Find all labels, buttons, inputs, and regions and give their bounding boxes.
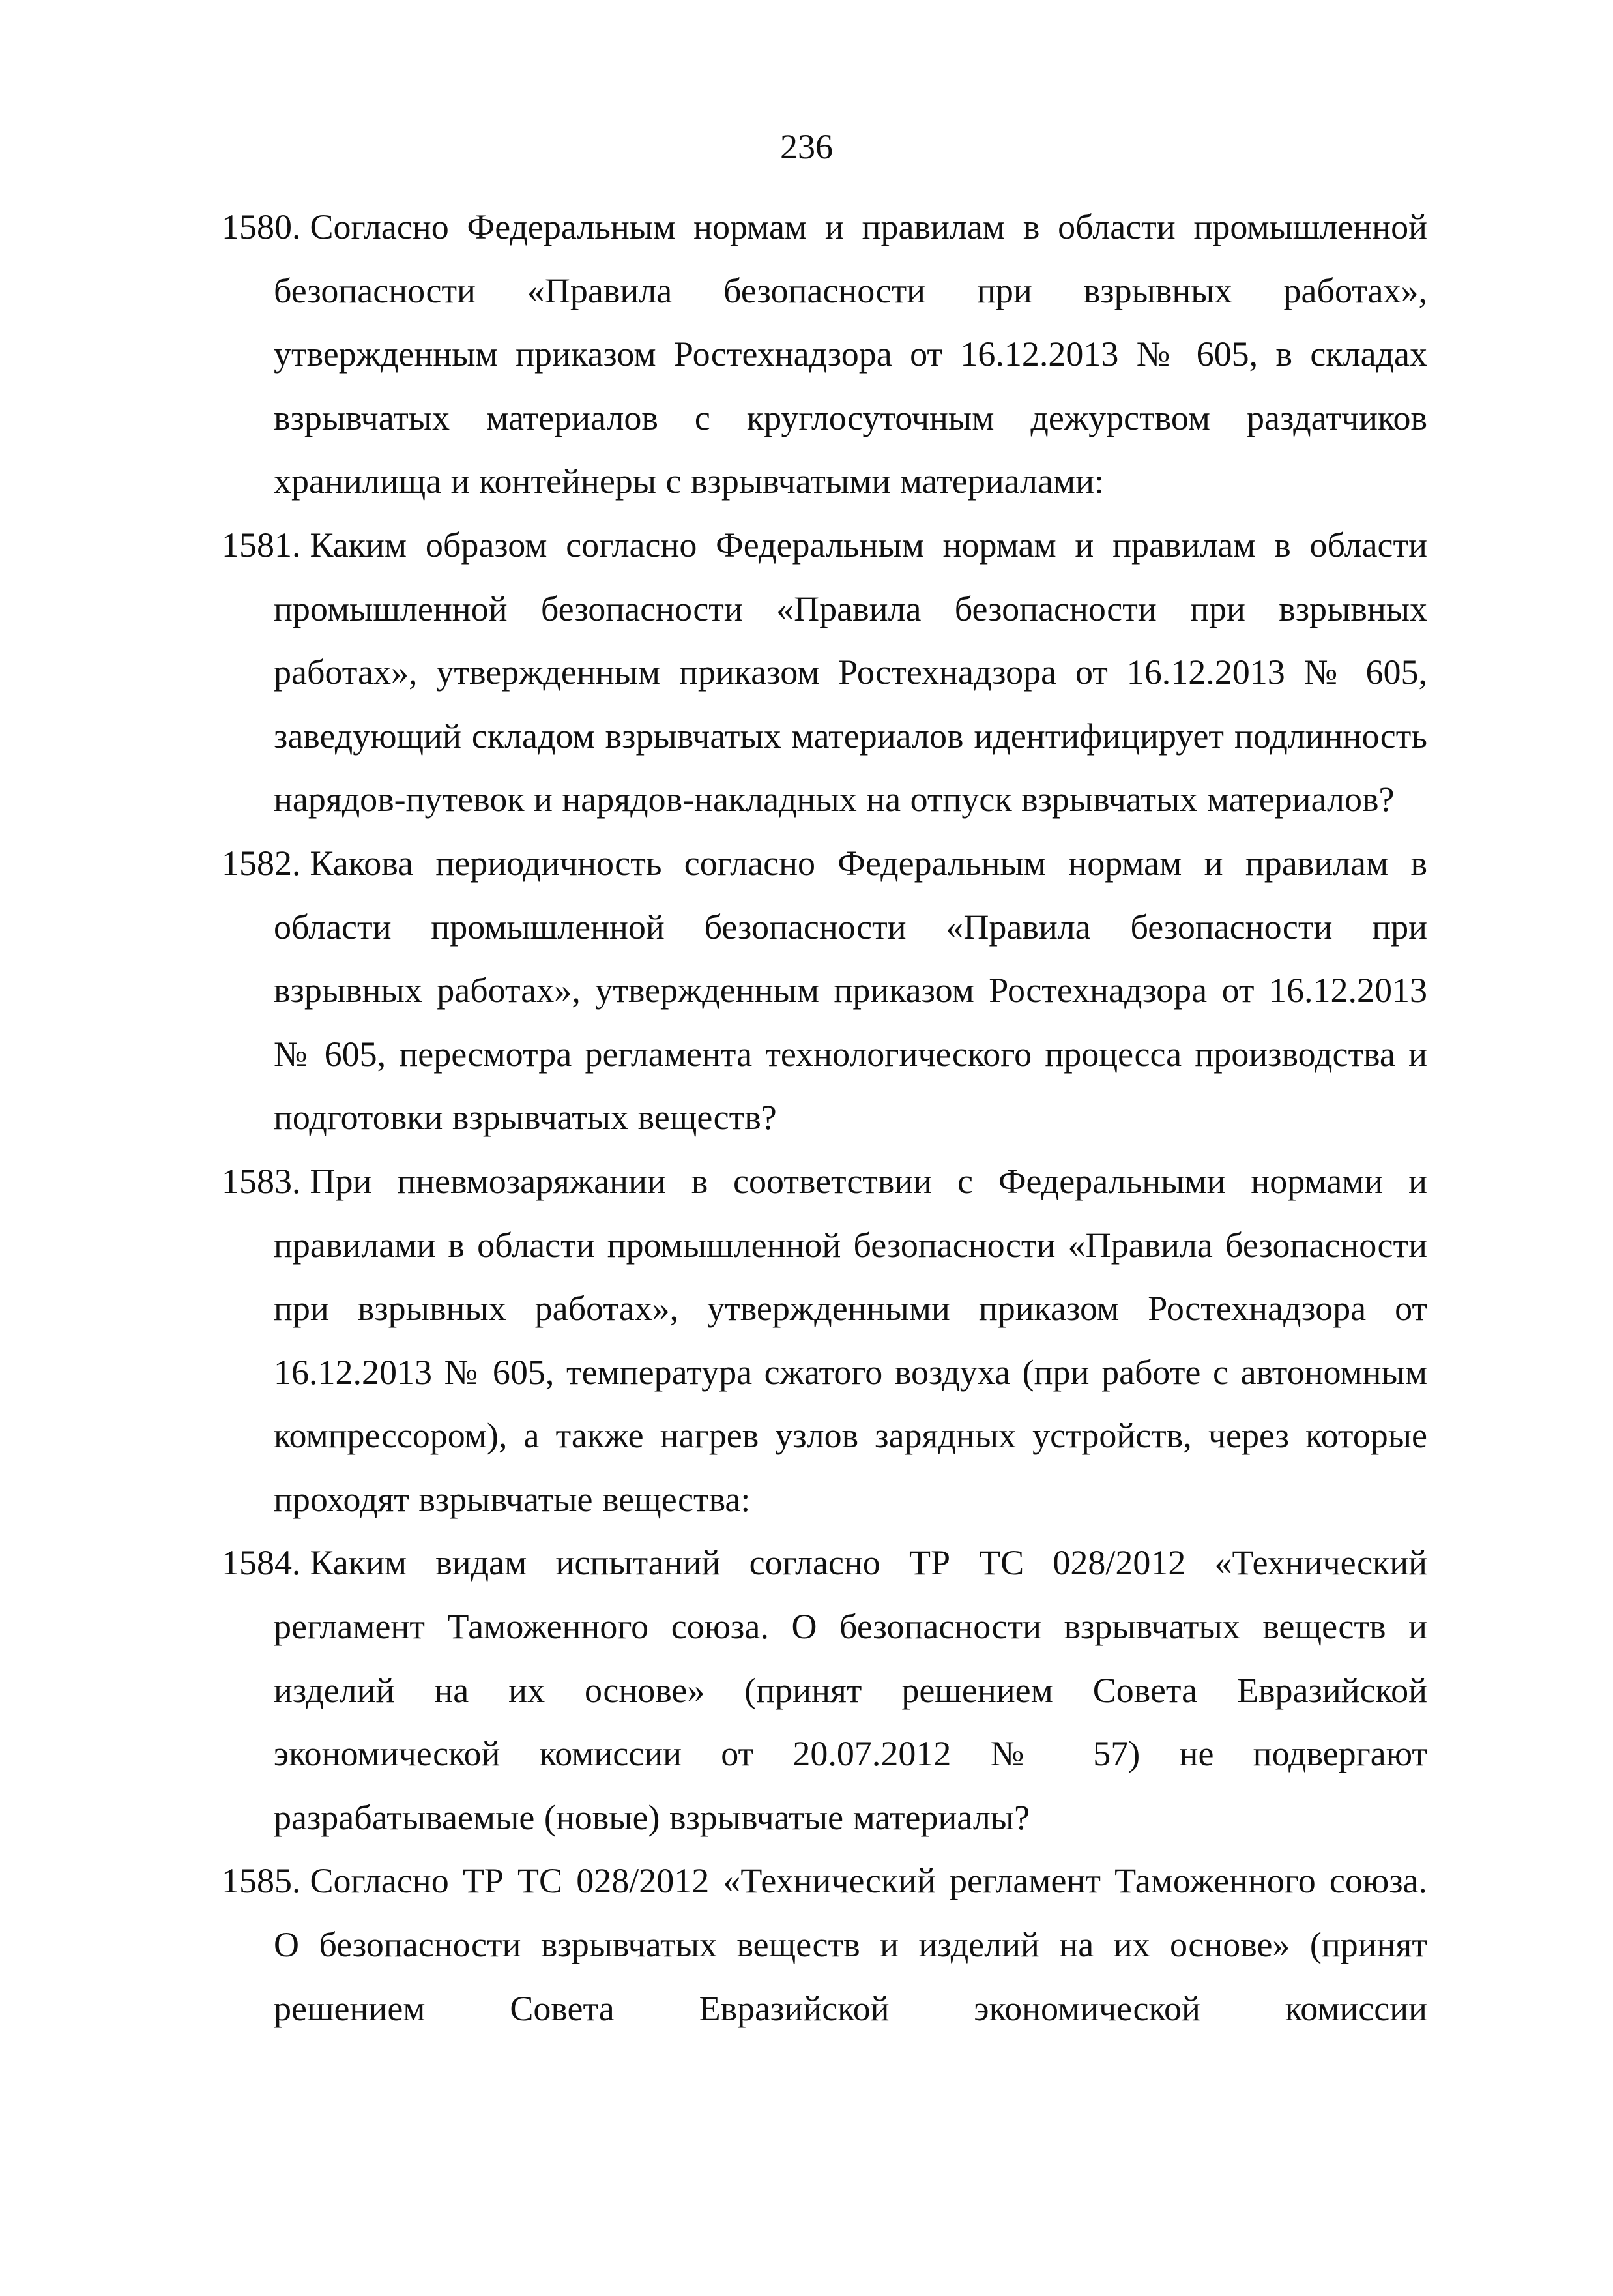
question-item-1582 (222, 832, 1427, 1150)
question-number: 1583. (222, 1161, 301, 1201)
question-item-1583 (222, 1150, 1427, 1532)
question-text: Какова периодичность согласно Федеральным нормам и правилам в области промышленной безопасности «Правила безопасности при взрывных работах», утвержденным приказом Ростехнадзора от 16.12.2013 № 605, пересмотра регламента технологического процесса производства и подготовки взрывчатых веществ? (274, 843, 1427, 1138)
question-item-1581 (222, 514, 1427, 832)
question-number: 1582. (222, 843, 301, 883)
question-item-1580 (222, 196, 1427, 514)
question-number: 1584. (222, 1543, 301, 1583)
question-number: 1585. (222, 1861, 301, 1901)
question-text: Каким образом согласно Федеральным нормам и правилам в области промышленной безопасности «Правила безопасности при взрывных работах», утвержденным приказом Ростехнадзора от 16.12.2013 № 605, заведующий складом взрывчатых материалов идентифицирует подлинность нарядов-путевок и нарядов-накладных на отпуск взрывчатых материалов? (274, 525, 1427, 819)
question-number: 1581. (222, 525, 301, 565)
question-text: При пневмозаряжании в соответствии с Федеральными нормами и правилами в области промышленной безопасности «Правила безопасности при взрывных работах», утвержденными приказом Ростехнадзора от 16.12.2013 № 605, температура сжатого воздуха (при работе с автономным компрессором), а также нагрев узлов зарядных устройств, через которые проходят взрывчатые вещества: (274, 1161, 1427, 1519)
question-text: Каким видам испытаний согласно ТР ТС 028/2012 «Технический регламент Таможенного союза. О безопасности взрывчатых веществ и изделий на их основе» (принят решением Совета Евразийской экономической комиссии от 20.07.2012 № 57) не подвергают разрабатываемые (новые) взрывчатые материалы? (274, 1543, 1427, 1837)
page-number: 236 (780, 127, 833, 166)
question-text: Согласно Федеральным нормам и правилам в области промышленной безопасности «Правила безопасности при взрывных работах», утвержденным приказом Ростехнадзора от 16.12.2013 № 605, в складах взрывчатых материалов с круглосуточным дежурством раздатчиков хранилища и контейнеры с взрывчатыми материалами: (274, 207, 1427, 501)
question-item-1584 (222, 1531, 1427, 1849)
question-text: Согласно ТР ТС 028/2012 «Технический регламент Таможенного союза. О безопасности взрывчатых веществ и изделий на их основе» (принят решением Совета Евразийской экономической комиссии (274, 1861, 1427, 2028)
question-number: 1580. (222, 207, 301, 246)
question-list (222, 196, 1427, 2040)
question-item-1585 (222, 1849, 1427, 2040)
